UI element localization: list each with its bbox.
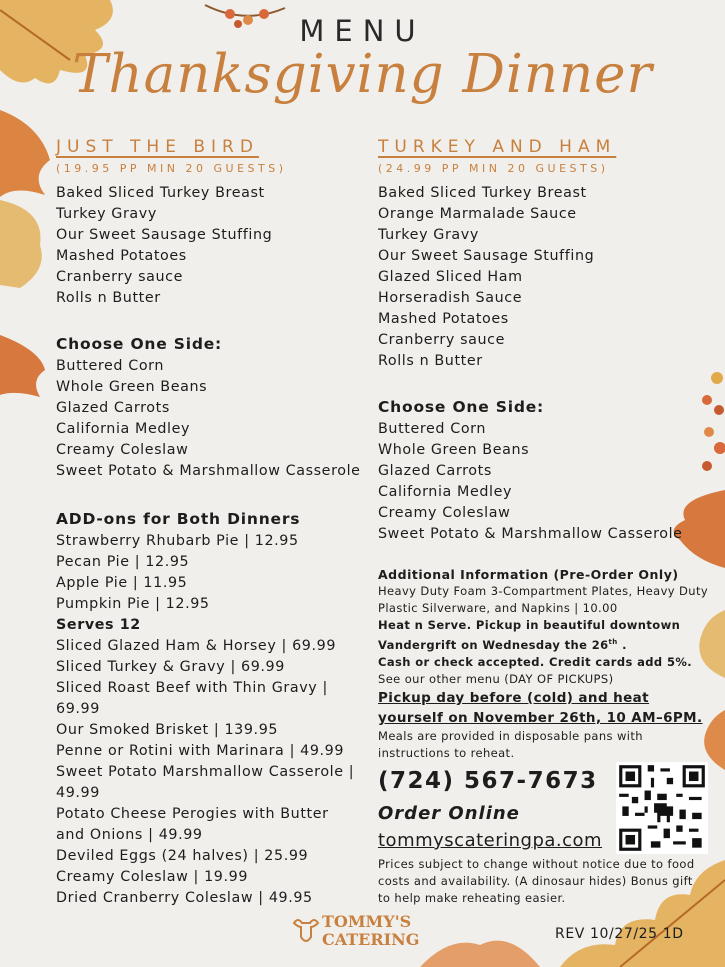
section-price-turkey-and-ham: (24.99 PP MIN 20 GUESTS) <box>378 162 609 175</box>
phone-number[interactable]: (724) 567-7673 <box>378 768 598 794</box>
maple-leaf-icon <box>0 200 50 290</box>
side-item: Creamy Coleslaw <box>56 442 189 458</box>
qr-code-icon[interactable] <box>616 762 708 854</box>
left-menu-column <box>56 137 366 909</box>
side-item: Buttered Corn <box>378 421 487 437</box>
fine-print: Prices subject to change without notice due to food costs and availability. (A dinosaur hides) Bonus gift to help make reheating easier. <box>378 857 695 905</box>
choose-side-heading: Choose One Side: <box>378 398 545 416</box>
side-item: Sweet Potato & Marshmallow Casserole <box>56 463 361 479</box>
menu-item: Rolls n Butter <box>378 353 483 369</box>
longhorn-logo-icon <box>292 915 320 949</box>
serves-item: Penne or Rotini with Marinara | 49.99 <box>56 743 345 759</box>
additional-info <box>378 566 713 762</box>
pickup-note: Pickup day before (cold) and heat yourself on November 26th, 10 AM–6PM. <box>378 689 703 726</box>
serves-item: Sliced Roast Beef with Thin Gravy | 69.99 <box>56 680 328 717</box>
menu-item: Horseradish Sauce <box>378 290 523 306</box>
maple-leaf-icon <box>0 105 55 200</box>
serves-heading: Serves 12 <box>56 617 141 633</box>
side-item: California Medley <box>56 421 191 437</box>
side-item: Glazed Carrots <box>378 463 492 479</box>
menu-item: Mashed Potatoes <box>378 311 509 327</box>
pie-item: Apple Pie | 11.95 <box>56 575 188 591</box>
menu-item: Cranberry sauce <box>56 269 183 285</box>
serves-item: Creamy Coleslaw | 19.99 <box>56 869 249 885</box>
right-menu-column <box>378 137 708 545</box>
side-item: Whole Green Beans <box>378 442 530 458</box>
revision-label: REV 10/27/25 1D <box>555 926 684 942</box>
serves-item: Sliced Glazed Ham & Horsey | 69.99 <box>56 638 337 654</box>
meals-note: Meals are provided in disposable pans with instructions to reheat. <box>378 728 643 760</box>
maple-leaf-icon <box>0 335 48 400</box>
logo-text: TOMMY'S CATERING <box>322 912 420 949</box>
side-item: Sweet Potato & Marshmallow Casserole <box>378 526 683 542</box>
order-online-label: Order Online <box>378 803 520 824</box>
menu-item: Rolls n Butter <box>56 290 161 306</box>
side-item: Buttered Corn <box>56 358 165 374</box>
menu-item: Our Sweet Sausage Stuffing <box>56 227 273 243</box>
menu-item: Turkey Gravy <box>56 206 157 222</box>
tommys-catering-logo <box>292 913 442 953</box>
addons-heading: ADD-ons for Both Dinners <box>56 510 301 528</box>
menu-item: Glazed Sliced Ham <box>378 269 523 285</box>
side-item: Glazed Carrots <box>56 400 170 416</box>
section-title-just-the-bird: JUST THE BIRD <box>56 137 259 157</box>
menu-item: Mashed Potatoes <box>56 248 187 264</box>
serves-item: Sweet Potato Marshmallow Casserole | 49.99 <box>56 764 355 801</box>
serves-item: Sliced Turkey & Gravy | 69.99 <box>56 659 285 675</box>
heat-serve-note: Heat n Serve. Pickup in beautiful downtown Vandergrift on Wednesday the 26th . <box>378 618 681 652</box>
side-item: California Medley <box>378 484 513 500</box>
plates-addon: Heavy Duty Foam 3-Compartment Plates, Heavy Duty Plastic Silverware, and Napkins | 10.00 <box>378 584 709 615</box>
payment-note: Cash or check accepted. Credit cards add 5%. <box>378 654 693 669</box>
side-item: Whole Green Beans <box>56 379 208 395</box>
other-menu-note: See our other menu (DAY OF PICKUPS) <box>378 671 614 686</box>
page-title: Thanksgiving Dinner <box>72 44 653 105</box>
serves-item: Potato Cheese Perogies with Butter and Onions | 49.99 <box>56 806 329 843</box>
menu-item: Turkey Gravy <box>378 227 479 243</box>
serves-item: Our Smoked Brisket | 139.95 <box>56 722 279 738</box>
section-price-just-the-bird: (19.95 PP MIN 20 GUESTS) <box>56 162 287 175</box>
pie-item: Pecan Pie | 12.95 <box>56 554 190 570</box>
website-link[interactable]: tommyscateringpa.com <box>378 830 603 851</box>
menu-item: Baked Sliced Turkey Breast <box>378 185 587 201</box>
menu-item: Our Sweet Sausage Stuffing <box>378 248 595 264</box>
section-title-turkey-and-ham: TURKEY AND HAM <box>378 137 617 157</box>
additional-info-heading: Additional Information (Pre-Order Only) <box>378 567 679 582</box>
menu-item: Cranberry sauce <box>378 332 505 348</box>
side-item: Creamy Coleslaw <box>378 505 511 521</box>
pie-item: Strawberry Rhubarb Pie | 12.95 <box>56 533 299 549</box>
menu-item: Baked Sliced Turkey Breast <box>56 185 265 201</box>
menu-heading: MENU <box>299 14 426 48</box>
choose-side-heading: Choose One Side: <box>56 335 223 353</box>
menu-item: Orange Marmalade Sauce <box>378 206 577 222</box>
serves-item: Dried Cranberry Coleslaw | 49.95 <box>56 890 313 906</box>
serves-item: Deviled Eggs (24 halves) | 25.99 <box>56 848 309 864</box>
pie-item: Pumpkin Pie | 12.95 <box>56 596 210 612</box>
